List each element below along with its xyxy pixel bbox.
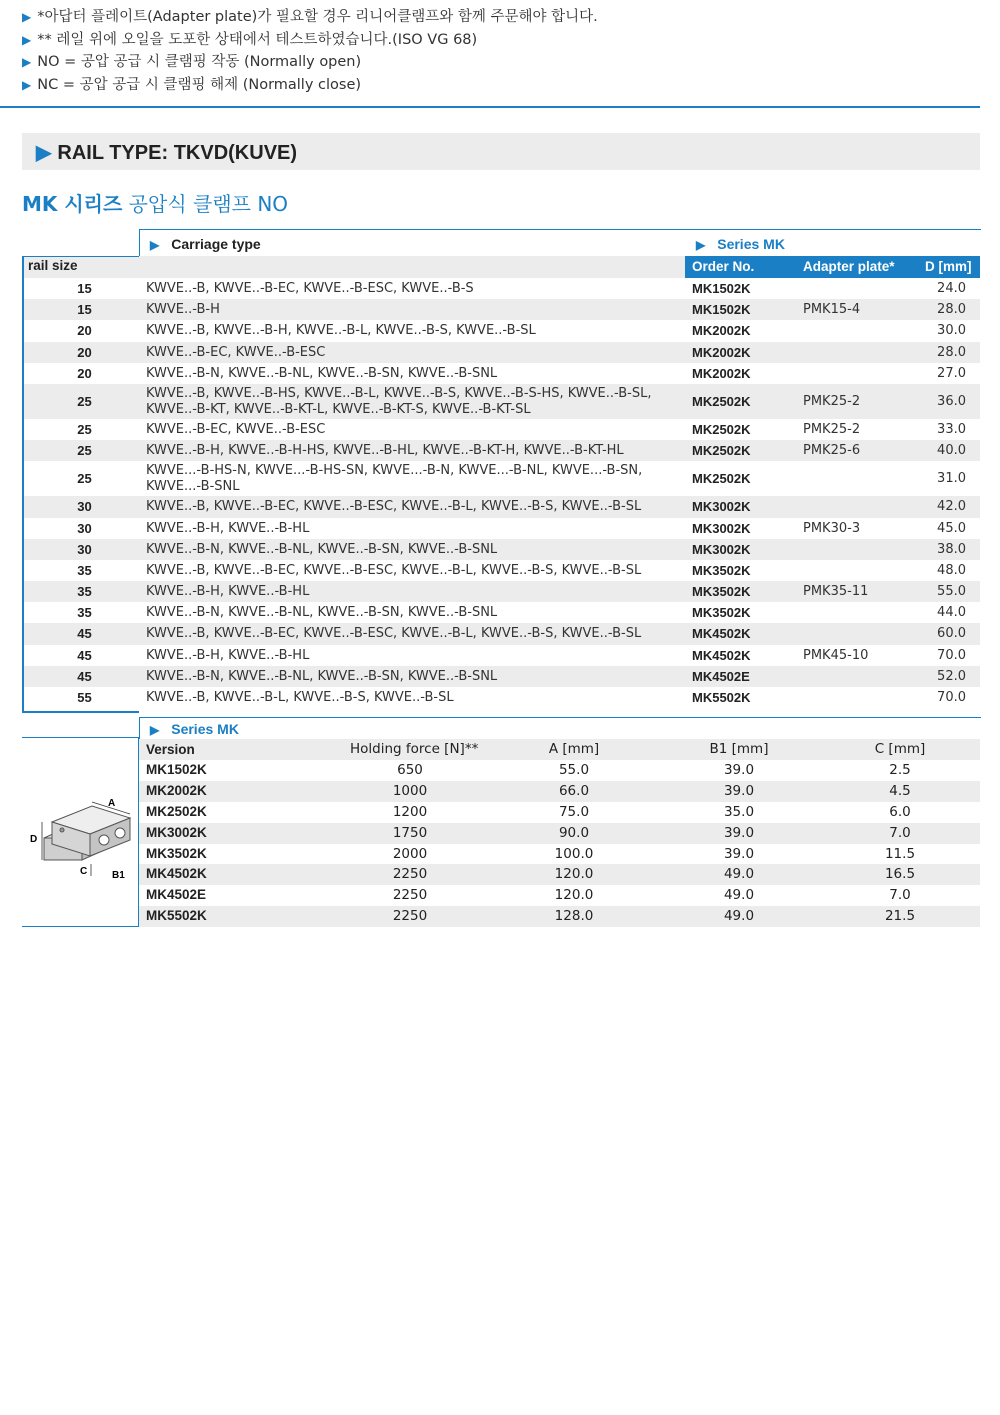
d-cell: 44.0 xyxy=(937,605,966,621)
d-cell: 48.0 xyxy=(937,562,966,578)
order-no-cell: MK2002K xyxy=(692,365,751,381)
order-no-cell: MK4502K xyxy=(692,647,751,663)
adapter-plate-cell: PMK25-2 xyxy=(803,421,861,437)
rail-size-cell: 30 xyxy=(77,520,92,536)
d-cell: 42.0 xyxy=(937,499,966,515)
a-cell: 120.0 xyxy=(554,866,594,883)
adapter-plate-cell: PMK15-4 xyxy=(803,302,861,318)
spec-row xyxy=(139,864,980,885)
b1-cell: 39.0 xyxy=(723,845,755,862)
dim-d-label: D xyxy=(30,834,38,845)
rail-size-cell: 55 xyxy=(77,690,92,705)
spec-series-title: Series MK xyxy=(171,721,239,737)
adapter-plate-cell: PMK30-3 xyxy=(803,520,861,536)
order-no-cell: MK3002K xyxy=(692,541,751,557)
order-no-cell: MK2502K xyxy=(692,393,751,409)
triangle-icon: ▶ xyxy=(22,55,32,69)
table-row xyxy=(22,419,980,440)
c-cell: 11.5 xyxy=(884,845,916,862)
rail-size-cell: 20 xyxy=(77,344,92,360)
c-cell: 6.0 xyxy=(889,803,911,820)
b1-cell: 49.0 xyxy=(723,887,755,904)
rail-size-cell: 35 xyxy=(77,584,92,600)
order-no-cell: MK4502E xyxy=(692,668,750,684)
dim-c-label: C xyxy=(80,866,88,877)
a-cell: 120.0 xyxy=(554,887,594,904)
d-cell: 33.0 xyxy=(937,421,966,437)
triangle-icon: ▶ xyxy=(150,238,160,252)
triangle-icon: ▶ xyxy=(150,723,160,737)
rail-type-bar xyxy=(22,133,980,170)
order-no-cell: MK5502K xyxy=(692,690,751,705)
col-holding-force: Holding force [N]** xyxy=(350,741,479,757)
col-version: Version xyxy=(146,742,195,757)
d-cell: 40.0 xyxy=(937,443,966,459)
triangle-icon: ▶ xyxy=(22,32,32,47)
order-no-cell: MK1502K xyxy=(692,302,751,318)
carriage-type-cell: KWVE..-B-EC, KWVE..-B-ESC xyxy=(146,344,326,360)
a-cell: 100.0 xyxy=(554,845,594,862)
order-no-cell: MK3502K xyxy=(692,562,751,578)
carriage-type-header: Carriage type xyxy=(171,236,261,252)
carriage-type-cell: KWVE..-B-H, KWVE..-B-HL xyxy=(146,647,310,663)
spec-row xyxy=(139,781,980,802)
spec-row xyxy=(139,906,980,927)
notes-list xyxy=(22,6,598,96)
dim-a-label: A xyxy=(108,798,116,809)
col-order-no: Order No. xyxy=(692,259,755,274)
version-cell: MK5502K xyxy=(146,908,207,924)
table-row xyxy=(22,278,980,299)
main-table-header xyxy=(139,229,981,257)
adapter-plate-cell: PMK25-6 xyxy=(803,443,861,459)
d-cell: 27.0 xyxy=(937,365,966,381)
dim-b1-label: B1 xyxy=(112,870,125,881)
rail-size-cell: 20 xyxy=(77,323,92,339)
spec-table-header xyxy=(139,717,981,739)
order-no-cell: MK2502K xyxy=(692,471,751,487)
column-header-row xyxy=(139,256,980,278)
table-row xyxy=(22,687,980,708)
rail-size-cell: 30 xyxy=(77,499,92,515)
d-cell: 70.0 xyxy=(937,690,966,705)
b1-cell: 49.0 xyxy=(723,866,755,883)
rail-size-cell: 25 xyxy=(77,471,92,487)
carriage-type-cell: KWVE..-B-H xyxy=(146,302,220,318)
a-cell: 90.0 xyxy=(558,824,590,841)
holding-force-cell: 2250 xyxy=(392,908,428,925)
spec-row xyxy=(139,844,980,865)
holding-force-cell: 650 xyxy=(397,762,423,778)
d-cell: 38.0 xyxy=(937,541,966,557)
spec-row xyxy=(139,802,980,823)
table-row xyxy=(22,518,980,539)
rail-size-cell: 30 xyxy=(77,541,92,557)
rail-size-cell: 15 xyxy=(77,281,92,296)
order-no-cell: MK2002K xyxy=(692,323,751,339)
col-a: A [mm] xyxy=(548,741,600,757)
table-row xyxy=(22,384,980,419)
d-cell: 60.0 xyxy=(937,626,966,642)
table-bottom-border xyxy=(22,711,139,713)
carriage-type-cell: KWVE..-B, KWVE..-B-EC, KWVE..-B-ESC, KWVE..-B-L, KWVE..-B-S, KWVE..-B-SL xyxy=(146,626,642,642)
d-cell: 52.0 xyxy=(937,668,966,684)
a-cell: 55.0 xyxy=(558,762,590,778)
table-row xyxy=(22,461,980,496)
rail-size-cell: 20 xyxy=(77,365,92,381)
b1-cell: 39.0 xyxy=(723,762,755,778)
table-row xyxy=(22,440,980,461)
table-row xyxy=(22,320,980,341)
note-2: ▶ ** 레일 위에 오일을 도포한 상태에서 테스트하였습니다.(ISO VG 68) xyxy=(22,31,478,48)
rail-size-label: rail size xyxy=(22,256,139,278)
c-cell: 4.5 xyxy=(889,782,911,799)
d-cell: 70.0 xyxy=(937,647,966,663)
carriage-type-cell: KWVE..-B, KWVE..-B-L, KWVE..-B-S, KWVE..-B-SL xyxy=(146,690,454,705)
holding-force-cell: 2250 xyxy=(392,887,428,904)
version-cell: MK2502K xyxy=(146,803,207,819)
d-cell: 28.0 xyxy=(937,344,966,360)
order-no-cell: MK3002K xyxy=(692,499,751,515)
col-adapter-plate: Adapter plate* xyxy=(803,259,895,274)
table-row xyxy=(22,299,980,320)
order-no-cell: MK2502K xyxy=(692,421,751,437)
c-cell: 21.5 xyxy=(884,908,916,925)
version-cell: MK2002K xyxy=(146,782,207,798)
rail-size-cell: 25 xyxy=(77,393,92,409)
a-cell: 128.0 xyxy=(554,908,594,925)
carriage-type-cell: KWVE..-B-N, KWVE..-B-NL, KWVE..-B-SN, KWVE..-B-SNL xyxy=(146,365,498,381)
version-cell: MK4502E xyxy=(146,887,207,903)
carriage-type-cell: KWVE..-B-N, KWVE..-B-NL, KWVE..-B-SN, KWVE..-B-SNL xyxy=(146,605,498,621)
table-row xyxy=(22,539,980,560)
spec-row xyxy=(139,760,980,781)
order-no-cell: MK2502K xyxy=(692,443,751,459)
table-row xyxy=(22,645,980,666)
rail-size-cell: 45 xyxy=(77,647,92,663)
carriage-type-cell: KWVE..-B-N, KWVE..-B-NL, KWVE..-B-SN, KWVE..-B-SNL xyxy=(146,668,498,684)
holding-force-cell: 2250 xyxy=(392,866,428,883)
order-no-cell: MK2002K xyxy=(692,344,751,360)
carriage-type-cell: KWVE..-B, KWVE..-B-EC, KWVE..-B-ESC, KWVE..-B-L, KWVE..-B-S, KWVE..-B-SL xyxy=(146,562,642,578)
carriage-type-cell: KWVE..-B-H, KWVE..-B-HL xyxy=(146,520,310,536)
table-row xyxy=(22,560,980,581)
version-cell: MK3002K xyxy=(146,824,207,840)
holding-force-cell: 2000 xyxy=(392,845,428,862)
triangle-icon: ▶ xyxy=(36,142,52,164)
order-no-cell: MK4502K xyxy=(692,626,751,642)
spec-table-body xyxy=(139,760,980,927)
version-cell: MK1502K xyxy=(146,762,207,777)
carriage-type-cell: KWVE..-B, KWVE..-B-EC, KWVE..-B-ESC, KWVE..-B-S xyxy=(146,281,474,296)
top-divider xyxy=(0,106,980,108)
col-b1: B1 [mm] xyxy=(709,741,769,757)
d-cell: 31.0 xyxy=(937,471,966,487)
c-cell: 7.0 xyxy=(889,824,911,841)
main-table-body xyxy=(22,278,980,708)
d-cell: 36.0 xyxy=(937,393,966,409)
holding-force-cell: 1200 xyxy=(392,803,428,820)
triangle-icon: ▶ xyxy=(22,10,32,24)
d-cell: 55.0 xyxy=(937,584,966,600)
b1-cell: 39.0 xyxy=(723,782,755,799)
carriage-type-cell: KWVE..-B-N, KWVE..-B-NL, KWVE..-B-SN, KWVE..-B-SNL xyxy=(146,541,498,557)
rail-size-cell: 25 xyxy=(77,421,92,437)
rail-type-title: RAIL TYPE: TKVD(KUVE) xyxy=(57,142,298,164)
table-row xyxy=(22,602,980,623)
table-left-border xyxy=(22,256,24,713)
table-row xyxy=(22,363,980,384)
table-row xyxy=(22,623,980,644)
b1-cell: 39.0 xyxy=(723,824,755,841)
carriage-type-cell: KWVE..-B-H, KWVE..-B-H-HS, KWVE..-B-HL, KWVE..-B-KT-H, KWVE..-B-KT-HL xyxy=(146,443,624,459)
adapter-plate-cell: PMK35-11 xyxy=(803,584,869,600)
d-cell: 24.0 xyxy=(937,281,966,296)
table-row xyxy=(22,581,980,602)
order-no-cell: MK1502K xyxy=(692,281,751,296)
carriage-type-cell: KWVE...-B-HS-N, KWVE...-B-HS-SN, KWVE...-B-N, KWVE...-B-NL, KWVE...-B-SN, KWVE...-B-SNL xyxy=(146,463,643,495)
a-cell: 66.0 xyxy=(558,782,590,799)
version-cell: MK4502K xyxy=(146,866,207,882)
rail-size-cell: 25 xyxy=(77,443,92,459)
d-cell: 30.0 xyxy=(937,323,966,339)
series-mk-header: Series MK xyxy=(717,236,785,252)
b1-cell: 35.0 xyxy=(723,803,755,820)
carriage-type-cell: KWVE..-B-H, KWVE..-B-HL xyxy=(146,584,310,600)
note-4: ▶ NC = 공압 공급 시 클램핑 해제 (Normally close) xyxy=(22,76,362,93)
carriage-type-cell: KWVE..-B-EC, KWVE..-B-ESC xyxy=(146,421,326,437)
holding-force-cell: 1750 xyxy=(392,824,428,841)
carriage-type-cell: KWVE..-B, KWVE..-B-HS, KWVE..-B-L, KWVE..-B-S, KWVE..-B-S-HS, KWVE..-B-SL, KWVE..-B-KT, KWVE..-B-KT-L, KWVE..-B-KT-S, KWVE..-B-KT-SL xyxy=(146,385,652,417)
table-row xyxy=(22,342,980,363)
carriage-type-cell: KWVE..-B, KWVE..-B-H, KWVE..-B-L, KWVE..-B-S, KWVE..-B-SL xyxy=(146,323,536,339)
rail-size-cell: 45 xyxy=(77,668,92,684)
clamp-diagram xyxy=(22,738,137,926)
version-cell: MK3502K xyxy=(146,845,207,861)
triangle-icon: ▶ xyxy=(22,77,32,92)
spec-row xyxy=(139,823,980,844)
rail-size-cell: 35 xyxy=(77,562,92,578)
c-cell: 16.5 xyxy=(884,866,916,883)
c-cell: 2.5 xyxy=(889,762,911,778)
col-c: C [mm] xyxy=(874,741,926,757)
col-d: D [mm] xyxy=(925,259,972,274)
rail-size-cell: 35 xyxy=(77,605,92,621)
order-no-cell: MK3502K xyxy=(692,605,751,621)
note-1: ▶ *아답터 플레이트(Adapter plate)가 필요할 경우 리니어클램프와 함께 주문해야 합니다. xyxy=(22,9,598,25)
table-row xyxy=(22,666,980,687)
spec-row xyxy=(139,885,980,906)
d-cell: 28.0 xyxy=(937,302,966,318)
rail-size-cell: 15 xyxy=(77,302,92,318)
spec-column-header xyxy=(139,739,980,760)
b1-cell: 49.0 xyxy=(723,908,755,925)
triangle-icon: ▶ xyxy=(696,238,706,252)
a-cell: 75.0 xyxy=(558,803,590,820)
adapter-plate-cell: PMK45-10 xyxy=(803,647,869,663)
d-cell: 45.0 xyxy=(937,520,966,536)
clamp-diagram-box xyxy=(22,737,139,927)
order-no-cell: MK3002K xyxy=(692,520,751,536)
table-row xyxy=(22,496,980,517)
adapter-plate-cell: PMK25-2 xyxy=(803,393,861,409)
holding-force-cell: 1000 xyxy=(392,782,428,799)
series-title: MK 시리즈 공압식 클램프 NO xyxy=(22,192,289,216)
note-3: ▶ NO = 공압 공급 시 클램핑 작동 (Normally open) xyxy=(22,54,362,70)
order-no-cell: MK3502K xyxy=(692,584,751,600)
c-cell: 7.0 xyxy=(889,887,911,904)
rail-size-cell: 45 xyxy=(77,626,92,642)
carriage-type-cell: KWVE..-B, KWVE..-B-EC, KWVE..-B-ESC, KWVE..-B-L, KWVE..-B-S, KWVE..-B-SL xyxy=(146,499,642,515)
